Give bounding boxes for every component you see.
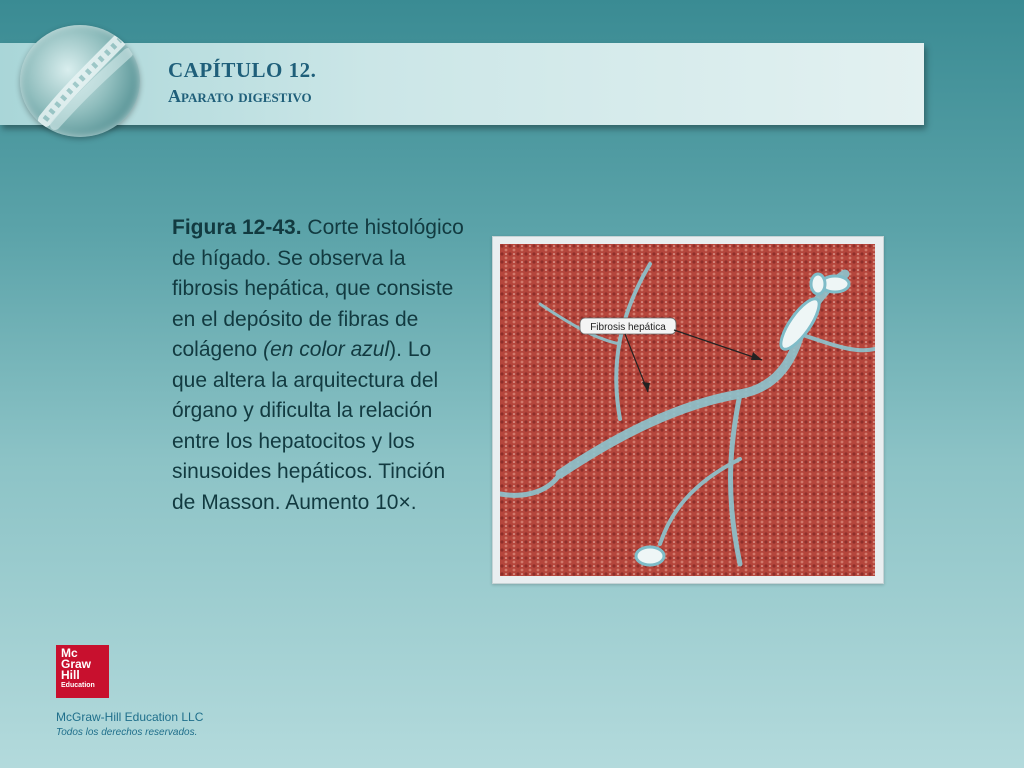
liver-histology-figure <box>492 236 884 584</box>
caption-italic-text: (en color azul <box>263 338 390 361</box>
logo-line-mc: Mc <box>61 646 78 660</box>
logo-line-hill: Hill <box>61 668 80 682</box>
histology-micrograph <box>500 244 875 576</box>
logo-line-graw: Graw <box>61 657 92 671</box>
chapter-subtitle: Aparato digestivo <box>168 86 312 106</box>
copyright-text: McGraw-Hill Education LLC <box>56 710 204 724</box>
mcgraw-hill-logo <box>56 645 109 698</box>
caption-text-start: Corte histológico de hígado. Se observa la fibrosis hepática, que consiste en el depósito de fibras de colágeno <box>172 216 464 361</box>
fibrosis-label: Fibrosis hepática <box>590 322 666 333</box>
rights-text: Todos los derechos reservados. <box>56 727 198 738</box>
figure-number: Figura 12-43. <box>172 216 302 239</box>
chromosome-medallion-image <box>20 25 140 137</box>
logo-line-education: Education <box>61 682 95 689</box>
caption-text-end: ). Lo que altera la arquitectura del órgano y dificulta la relación entre los hepatocitos y los sinusoides hepáticos. Tinción de Masson. Aumento 10×. <box>172 338 446 514</box>
figure-caption <box>172 213 472 518</box>
chapter-title: CAPÍTULO 12. <box>168 58 317 82</box>
